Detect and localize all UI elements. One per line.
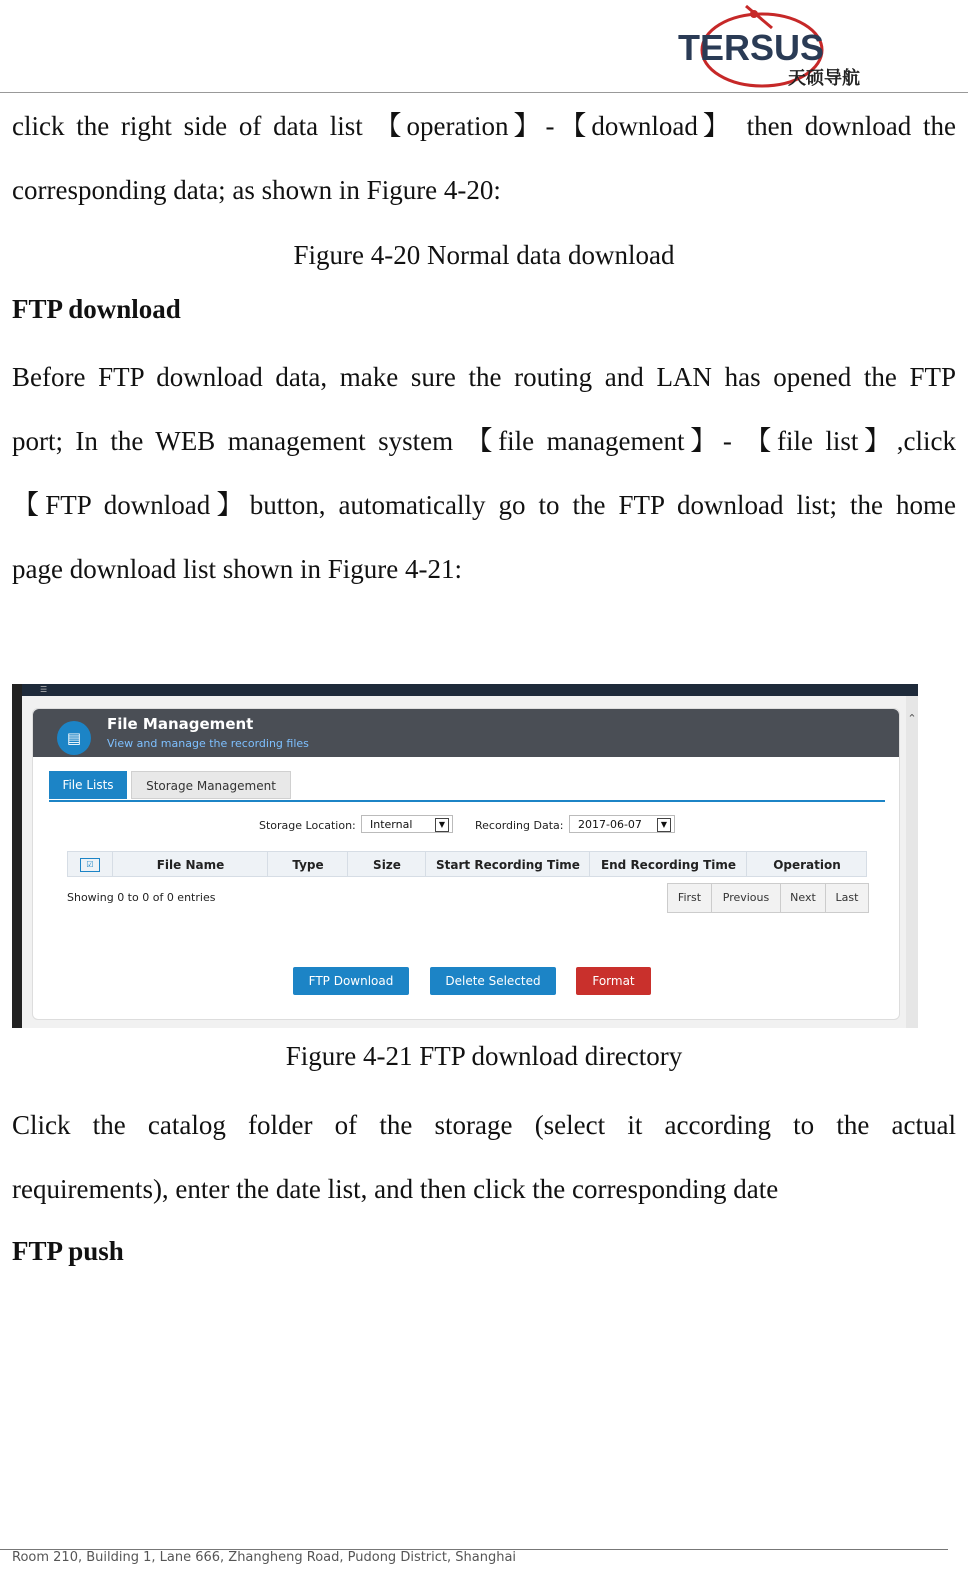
scrollbar[interactable]: [906, 696, 918, 1028]
screenshot-left-border: [12, 684, 22, 1028]
intro-line-1: click the right side of data list 【operation】-【download】 then download the: [12, 111, 956, 141]
file-management-panel: [32, 708, 900, 1020]
recording-date-select[interactable]: [569, 815, 675, 833]
tersus-logo: [676, 2, 872, 94]
heading-ftp-push: FTP push: [12, 1236, 124, 1266]
storage-location-value: Internal: [370, 818, 413, 831]
heading-ftp-download: FTP download: [12, 294, 181, 324]
footer-address: Room 210, Building 1, Lane 666, Zhangheng Road, Pudong District, Shanghai: [12, 1550, 517, 1565]
table-header: [67, 851, 867, 877]
pager-first[interactable]: First: [668, 884, 712, 912]
logo-chinese-text: 天硕导航: [788, 68, 860, 89]
column-file-name[interactable]: File Name: [112, 852, 268, 876]
recording-date-value: 2017-06-07: [578, 818, 642, 831]
column-operation[interactable]: Operation: [746, 852, 867, 876]
document-icon: ▤: [57, 721, 91, 755]
pager-next[interactable]: Next: [781, 884, 826, 912]
ftp-download-button[interactable]: FTP Download: [293, 967, 409, 995]
ftp-para-line-2: port; In the WEB management system 【file management】- 【file list】,click: [12, 426, 956, 456]
header-divider: [0, 92, 968, 93]
panel-subtitle: View and manage the recording files: [107, 737, 309, 750]
column-end-recording-time[interactable]: End Recording Time: [589, 852, 747, 876]
catalog-line-1: Click the catalog folder of the storage (select it according to the actual: [12, 1110, 956, 1140]
panel-header: [33, 709, 899, 757]
pager-last[interactable]: Last: [835, 891, 859, 904]
ftp-para-line-1: Before FTP download data, make sure the routing and LAN has opened the FTP: [12, 362, 956, 392]
column-start-recording-time[interactable]: Start Recording Time: [425, 852, 590, 876]
pager-previous[interactable]: Previous: [712, 884, 781, 912]
figure-21-screenshot: [12, 684, 918, 1028]
chevron-down-icon[interactable]: ▼: [435, 818, 449, 832]
select-all-checkbox[interactable]: ☑: [80, 858, 100, 872]
recording-data-label: Recording Data:: [475, 819, 564, 832]
logo-wordmark: TERSUS: [678, 27, 825, 68]
entries-info: Showing 0 to 0 of 0 entries: [67, 891, 216, 904]
format-button[interactable]: Format: [576, 967, 651, 995]
chevron-down-icon[interactable]: ▼: [657, 818, 671, 832]
tab-file-lists[interactable]: File Lists: [49, 771, 127, 799]
select-all-cell[interactable]: [68, 852, 112, 876]
menu-icon[interactable]: ☰: [40, 685, 48, 694]
tab-storage-management[interactable]: Storage Management: [131, 771, 291, 799]
column-type[interactable]: Type: [267, 852, 348, 876]
panel-title: File Management: [107, 715, 254, 733]
intro-line-2: corresponding data; as shown in Figure 4-20:: [12, 175, 501, 205]
ftp-para-line-3: 【FTP download】button, automatically go to the FTP download list; the home: [12, 490, 956, 520]
ftp-para-line-4: page download list shown in Figure 4-21:: [12, 554, 462, 584]
tab-underline: [49, 800, 885, 802]
figure-20-caption: Figure 4-20 Normal data download: [293, 240, 675, 270]
column-size[interactable]: Size: [347, 852, 426, 876]
scroll-up-icon[interactable]: ⌃: [907, 712, 917, 725]
storage-location-select[interactable]: [361, 815, 453, 833]
screenshot-top-bar: [22, 684, 918, 696]
delete-selected-button[interactable]: Delete Selected: [430, 967, 556, 995]
figure-21-caption: Figure 4-21 FTP download directory: [285, 1041, 683, 1071]
catalog-line-2: requirements), enter the date list, and then click the corresponding date: [12, 1174, 779, 1204]
storage-location-label: Storage Location:: [259, 819, 356, 832]
pagination: [667, 883, 869, 913]
